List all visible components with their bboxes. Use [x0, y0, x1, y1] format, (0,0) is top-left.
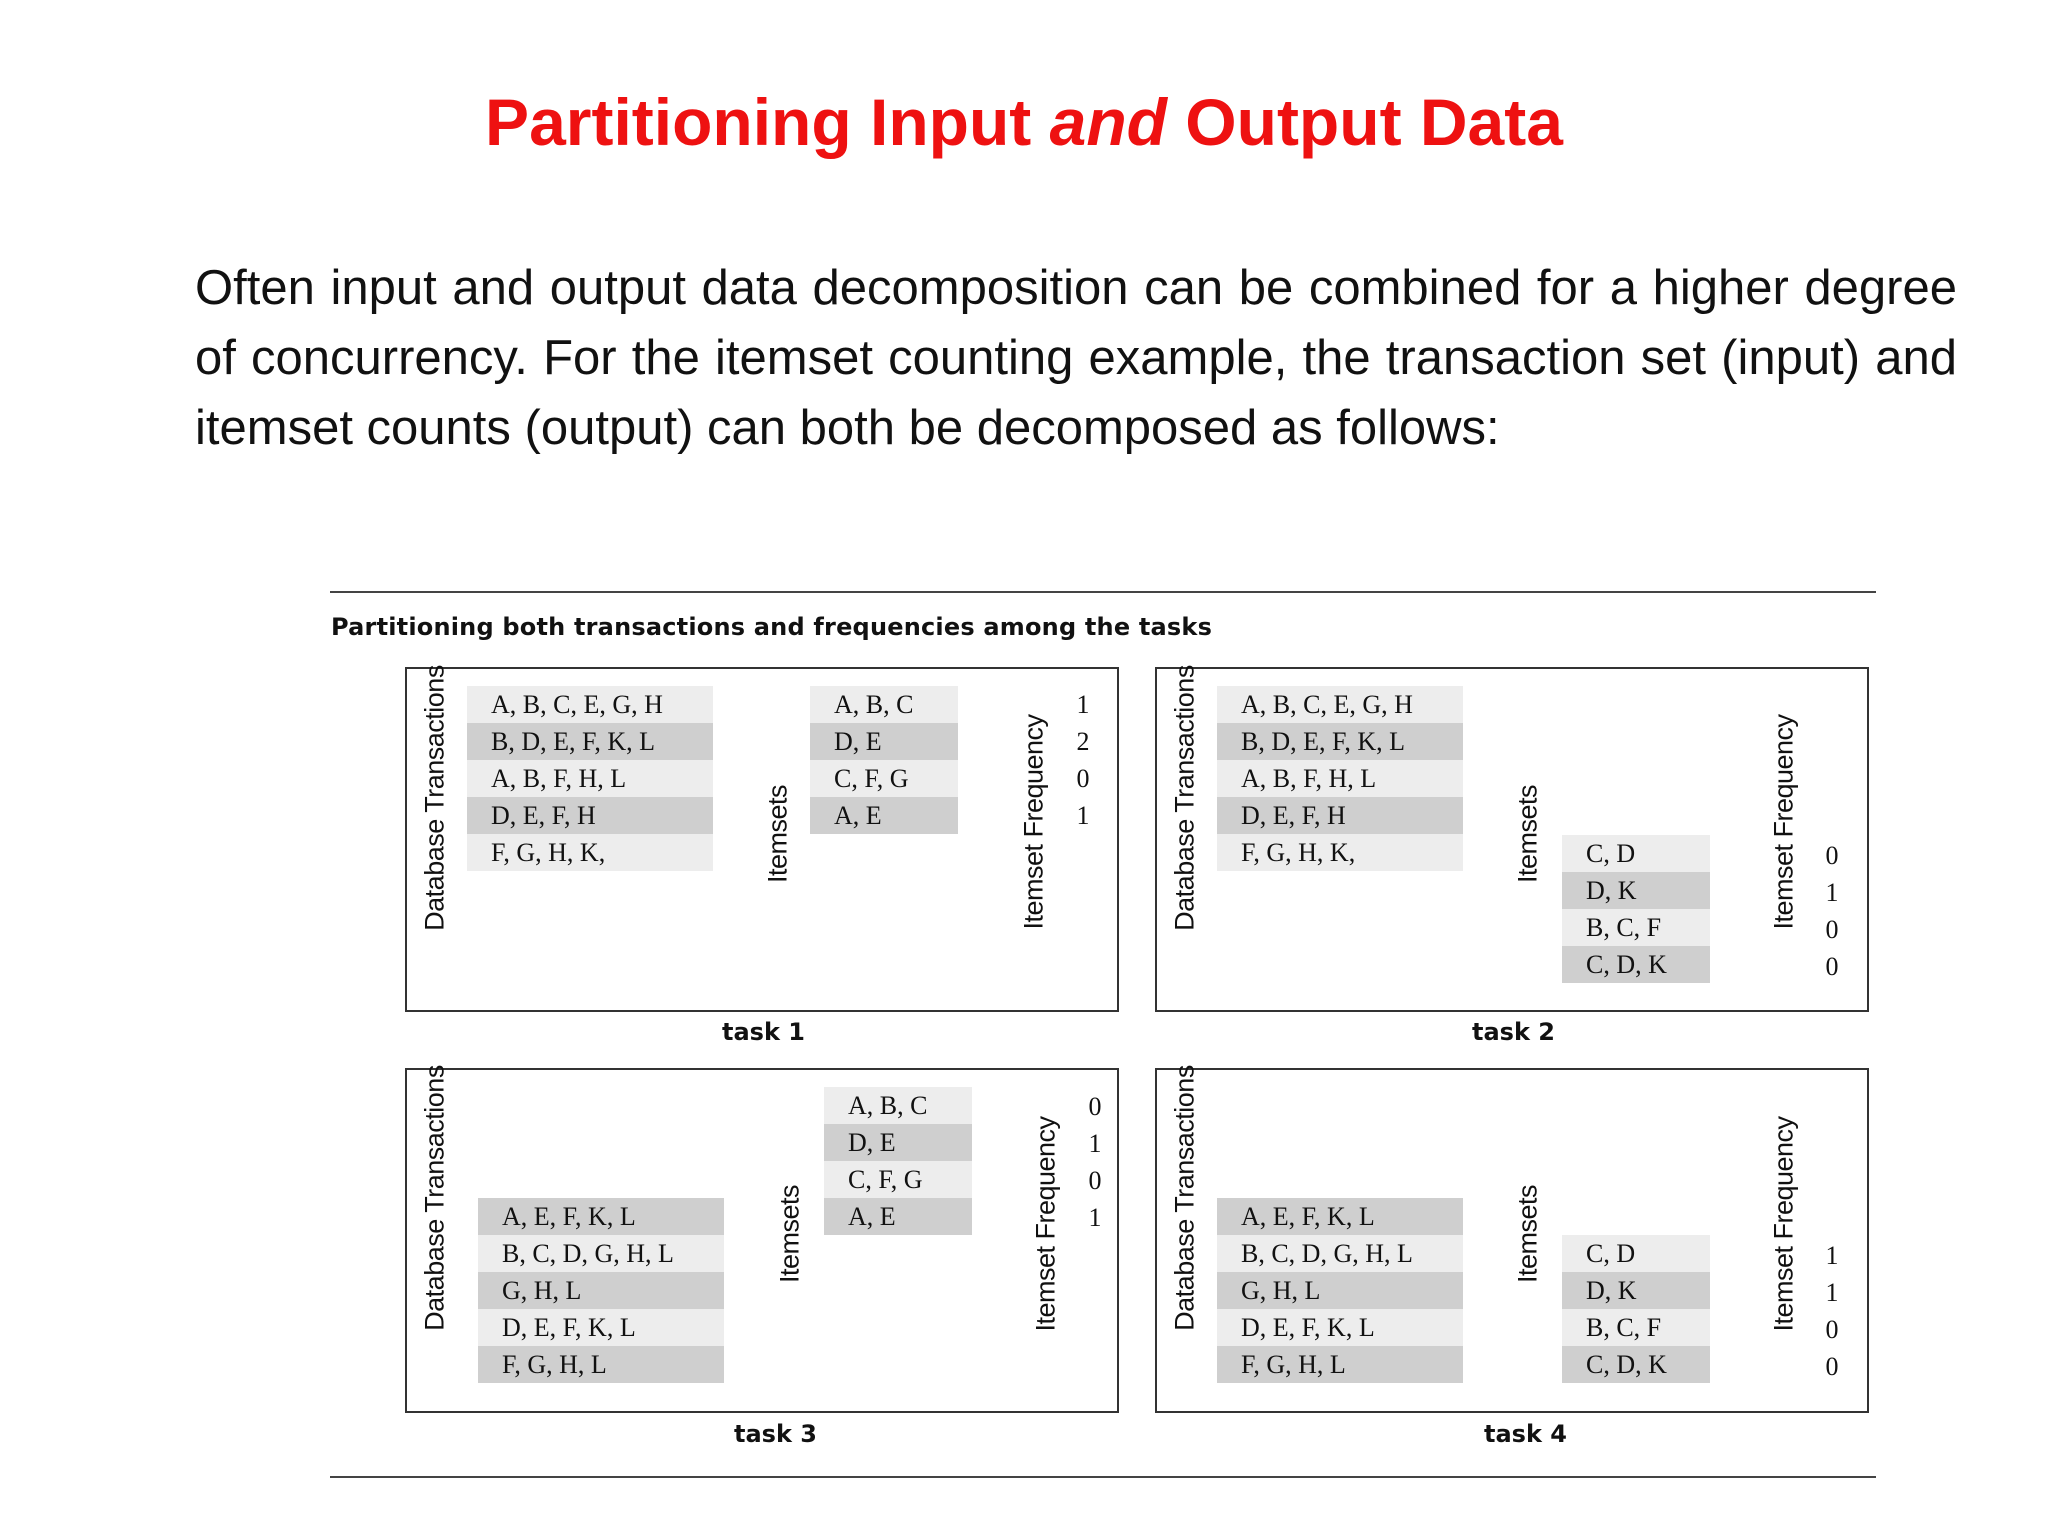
itemset-row: A, B, C [824, 1087, 972, 1124]
task-2-label: task 2 [1472, 1018, 1555, 1046]
transaction-row: G, H, L [1217, 1272, 1463, 1309]
frequency-value: 0 [1825, 952, 1839, 981]
itemset-row: D, K [1562, 1272, 1710, 1309]
itemset-row: C, F, G [810, 760, 958, 797]
frequency-value: 1 [1825, 1241, 1839, 1270]
transaction-row: D, E, F, H [1217, 797, 1463, 834]
task-3-itemsets [824, 1087, 972, 1235]
transaction-row: B, C, D, G, H, L [1217, 1235, 1463, 1272]
figure-bottom-rule [330, 1476, 1876, 1478]
frequency-value: 0 [1825, 1352, 1839, 1381]
itemset-row: D, E [810, 723, 958, 760]
itemset-row: C, D, K [1562, 946, 1710, 983]
task-2-frequencies [1817, 837, 1847, 985]
transaction-row: D, E, F, K, L [1217, 1309, 1463, 1346]
itemset-row: D, E [824, 1124, 972, 1161]
task-1-itemsets [810, 686, 958, 834]
transaction-row: A, B, F, H, L [467, 760, 713, 797]
itemset-row: B, C, F [1562, 1309, 1710, 1346]
frequency-value: 2 [1076, 727, 1090, 756]
transaction-row: B, C, D, G, H, L [478, 1235, 724, 1272]
itemset-row: A, E [824, 1198, 972, 1235]
transaction-row: B, D, E, F, K, L [467, 723, 713, 760]
transaction-row: G, H, L [478, 1272, 724, 1309]
transaction-row: A, E, F, K, L [478, 1198, 724, 1235]
task-3-frequencies [1080, 1088, 1110, 1236]
frequency-value: 1 [1088, 1129, 1102, 1158]
transaction-row: B, D, E, F, K, L [1217, 723, 1463, 760]
slide-title: Partitioning Input and Output Data [485, 85, 1563, 159]
itemset-row: A, E [810, 797, 958, 834]
frequency-value: 0 [1825, 841, 1839, 870]
frequency-value: 1 [1088, 1203, 1102, 1232]
transaction-row: A, E, F, K, L [1217, 1198, 1463, 1235]
frequency-value: 0 [1825, 1315, 1839, 1344]
itemset-row: B, C, F [1562, 909, 1710, 946]
transaction-row: F, G, H, K, [467, 834, 713, 871]
task-1-frequencies [1068, 686, 1098, 834]
frequency-value: 0 [1088, 1092, 1102, 1121]
itemset-row: A, B, C [810, 686, 958, 723]
itemset-row: D, K [1562, 872, 1710, 909]
task-4-transactions [1217, 1198, 1463, 1383]
transaction-row: F, G, H, L [1217, 1346, 1463, 1383]
figure-caption: Partitioning both transactions and frequencies among the tasks [331, 613, 1213, 641]
transaction-row: A, B, F, H, L [1217, 760, 1463, 797]
itemset-row: C, D [1562, 1235, 1710, 1272]
frequency-value: 0 [1088, 1166, 1102, 1195]
task-2-transactions [1217, 686, 1463, 871]
transaction-row: A, B, C, E, G, H [1217, 686, 1463, 723]
transaction-row: A, B, C, E, G, H [467, 686, 713, 723]
task-1-label: task 1 [722, 1018, 805, 1046]
task-4-itemsets [1562, 1235, 1710, 1383]
figure-top-rule [330, 591, 1876, 593]
itemset-row: C, F, G [824, 1161, 972, 1198]
transaction-row: D, E, F, K, L [478, 1309, 724, 1346]
frequency-value: 0 [1076, 764, 1090, 793]
transaction-row: F, G, H, K, [1217, 834, 1463, 871]
frequency-value: 1 [1076, 690, 1090, 719]
frequency-value: 1 [1825, 878, 1839, 907]
transaction-row: D, E, F, H [467, 797, 713, 834]
task-3-label: task 3 [734, 1420, 817, 1448]
frequency-value: 0 [1825, 915, 1839, 944]
frequency-value: 1 [1076, 801, 1090, 830]
frequency-value: 1 [1825, 1278, 1839, 1307]
transaction-row: F, G, H, L [478, 1346, 724, 1383]
task-4-label: task 4 [1484, 1420, 1567, 1448]
task-1-transactions [467, 686, 713, 871]
slide-paragraph: Often input and output data decomposition can be combined for a higher degree of concurrency. For the itemset counting example, the transaction set (input) and itemset counts (output) can both be decomposed as follows: [195, 261, 1957, 455]
itemset-row: C, D, K [1562, 1346, 1710, 1383]
task-3-transactions [478, 1198, 724, 1383]
task-4-frequencies [1817, 1237, 1847, 1385]
itemset-row: C, D [1562, 835, 1710, 872]
task-2-itemsets [1562, 835, 1710, 983]
